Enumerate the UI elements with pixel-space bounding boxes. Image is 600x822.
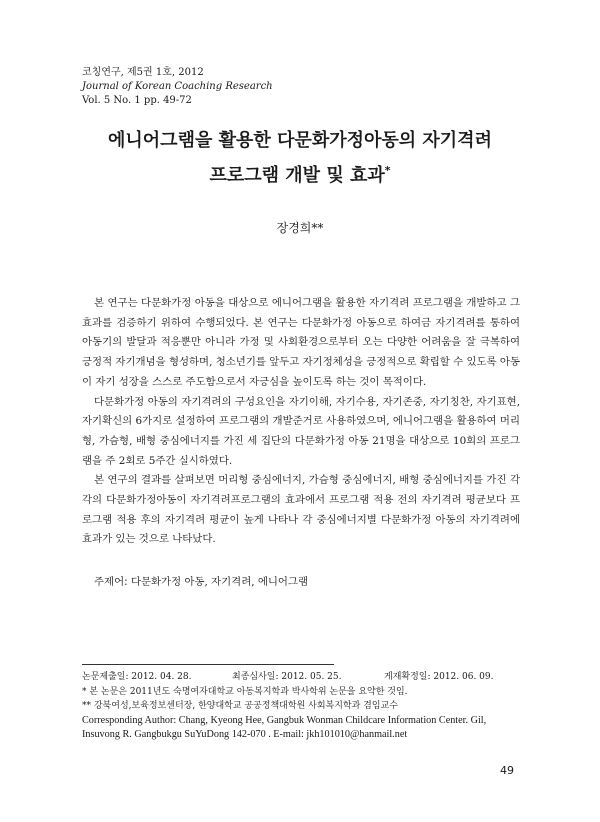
footnote-1: * 본 논문은 2011년도 숙명여자대학교 아동복지학과 박사학위 논문을 요약한 것임. (82, 686, 408, 697)
journal-header (82, 66, 273, 108)
paper-title-line1: 에니어그램을 활용한 다문화가정아동의 자기격려 (108, 130, 492, 151)
author-name: 장경희** (276, 221, 324, 235)
publication-dates (82, 670, 527, 685)
abstract-paragraph-3: 본 연구의 결과를 살펴보면 머리형 중심에너지, 가슴형 중심에너지, 배형 중심에너지를 가진 각각의 다문화가정아동이 자기격려프로그램의 효과에서 프로그램 적용 전의 자기격려 평균보다 프로그램 적용 후의 자기격려 평균이 높게 나타나 각 중심에너지별 다문화가정 아동의 자기격려에 효과가 있는 것으로 나타났다. (82, 474, 520, 546)
paper-title-line2 (0, 161, 600, 187)
title-footnote-mark: * (384, 164, 391, 177)
footnote-2: ** 강북여성,보육정보센터장, 한양대학교 공공정책대학원 사회복지학과 겸임교수 (82, 701, 398, 711)
abstract (82, 294, 520, 550)
page-number: 49 (500, 764, 514, 777)
journal-name-english: Journal of Korean Coaching Research (82, 81, 273, 92)
footnote-divider (82, 664, 334, 665)
accepted-date: 게재확정일: 2012. 06. 09. (384, 672, 494, 682)
corresponding-author-line1: Corresponding Author: Chang, Kyeong Hee, Gangbuk Wonman Childcare Information Center. Gil, (82, 714, 487, 726)
paper-title-line2-text: 프로그램 개발 및 효과 (209, 165, 385, 186)
keywords-label: 주제어: (94, 576, 128, 588)
abstract-paragraph-1: 본 연구는 다문화가정 아동을 대상으로 에니어그램을 활용한 자기격려 프로그램을 개발하고 그 효과를 검증하기 위하여 수행되었다. 본 연구는 다문화가정 아동으로 하여금 자기격려를 통하여 아동기의 발달과 적응뿐만 아니라 가정 및 사회환경으로부터 오는 다양한 어려움을 잘 극복하여 긍정적 자기개념을 형성하며, 청소년기를 앞두고 자기정체성을 긍정적으로 확립할 수 있도록 아동이 자기 성장을 스스로 주도함으로서 자긍심을 높이도록 하는 것이 목적이다. (82, 297, 520, 388)
keywords (94, 573, 308, 588)
journal-volume-korean: 코칭연구, 제5권 1호, 2012 (82, 67, 204, 78)
corresponding-author-line2: Insuvong R. Gangbukgu SuYuDong 142-070 . E-mail: jkh101010@hanmail.net (82, 729, 408, 740)
reviewed-date: 최종심사일: 2012. 05. 25. (232, 672, 342, 682)
abstract-paragraph-2: 다문화가정 아동의 자기격려의 구성요인을 자기이해, 자기수용, 자기존중, 자기칭찬, 자기표현, 자기확신의 6가지로 설정하여 프로그램의 개발준거로 사용하였으며, 에니어그램을 활용하여 머리형, 가슴형, 배형 중심에너지를 가진 세 집단의 다문화가정 아동 21명을 대상으로 10회의 프로그램을 주 2회로 5주간 실시하였다. (82, 395, 520, 467)
journal-volume-pages: Vol. 5 No. 1 pp. 49-72 (82, 95, 192, 106)
submitted-date: 논문제출일: 2012. 04. 28. (82, 672, 192, 682)
keywords-text: 다문화가정 아동, 자기격려, 에니어그램 (130, 576, 309, 588)
footnotes (82, 670, 527, 743)
